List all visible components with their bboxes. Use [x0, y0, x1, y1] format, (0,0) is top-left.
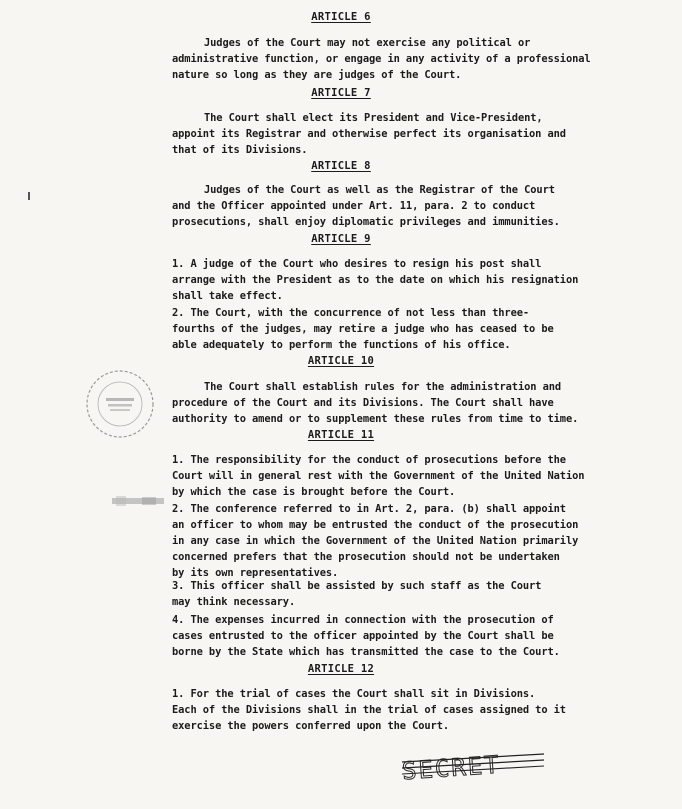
article-9-paragraph-2 — [172, 305, 592, 353]
text-line: by its own representatives. — [172, 567, 339, 579]
text-line: by which the case is brought before the Court. — [172, 486, 456, 498]
text-line: able adequately to perform the functions of his office. — [172, 339, 511, 351]
smudge-mark — [112, 496, 164, 506]
text-line: Each of the Divisions shall in the trial of cases assigned to it — [172, 704, 566, 716]
text-line: concerned prefers that the prosecution should not be undertaken — [172, 551, 560, 563]
text-line: prosecutions, shall enjoy diplomatic privileges and immunities. — [172, 216, 560, 228]
text-line: shall take effect. — [172, 290, 283, 302]
text-line: 1. The responsibility for the conduct of prosecutions before the — [172, 454, 566, 466]
text-line: exercise the powers conferred upon the Court. — [172, 720, 450, 732]
text-line: arrange with the President as to the date on which his resignation — [172, 274, 579, 286]
strike-through-lines — [398, 744, 548, 784]
article-7-heading: ARTICLE 7 — [311, 87, 371, 99]
article-6-paragraph — [172, 35, 592, 83]
text-line: 1. A judge of the Court who desires to resign his post shall — [172, 258, 542, 270]
archive-stamp-icon — [84, 368, 156, 440]
text-line: administrative function, or engage in any activity of a professional — [172, 53, 591, 65]
text-line: cases entrusted to the officer appointed by the Court shall be — [172, 630, 554, 642]
text-line: The Court shall establish rules for the administration and — [204, 381, 562, 393]
text-line: may think necessary. — [172, 596, 296, 608]
article-11-paragraph-2 — [172, 501, 592, 581]
text-line: and the Officer appointed under Art. 11, para. 2 to conduct — [172, 200, 536, 212]
text-line: that of its Divisions. — [172, 144, 308, 156]
text-line: an officer to whom may be entrusted the conduct of the prosecution — [172, 519, 579, 531]
text-line: Court will in general rest with the Government of the United Nation — [172, 470, 585, 482]
article-11-paragraph-1 — [172, 452, 592, 500]
text-line: 3. This officer shall be assisted by such staff as the Court — [172, 580, 542, 592]
article-12-heading: ARTICLE 12 — [307, 663, 375, 675]
text-line: 2. The conference referred to in Art. 2, para. (b) shall appoint — [172, 503, 566, 515]
article-10-heading: ARTICLE 10 — [307, 355, 375, 367]
article-11-heading: ARTICLE 11 — [307, 429, 375, 441]
article-9-paragraph-1 — [172, 256, 592, 304]
text-line: procedure of the Court and its Divisions. The Court shall have — [172, 397, 554, 409]
text-line: Judges of the Court as well as the Registrar of the Court — [204, 184, 555, 196]
text-line: appoint its Registrar and otherwise perfect its organisation and — [172, 128, 566, 140]
text-line: 2. The Court, with the concurrence of not less than three- — [172, 307, 530, 319]
article-7-paragraph — [172, 110, 592, 158]
text-line: borne by the State which has transmitted the case to the Court. — [172, 646, 560, 658]
text-line: fourths of the judges, may retire a judge who has ceased to be — [172, 323, 554, 335]
text-line: The Court shall elect its President and Vice-President, — [204, 112, 543, 124]
article-6-heading: ARTICLE 6 — [311, 11, 371, 23]
secret-stamp: SECRET — [401, 750, 502, 786]
article-10-paragraph — [172, 379, 592, 427]
text-line: 4. The expenses incurred in connection with the prosecution of — [172, 614, 554, 626]
article-9-heading: ARTICLE 9 — [311, 233, 371, 245]
margin-mark — [28, 192, 30, 200]
article-8-paragraph — [172, 182, 592, 230]
article-8-heading: ARTICLE 8 — [311, 160, 371, 172]
article-11-paragraph-3 — [172, 578, 592, 610]
text-line: 1. For the trial of cases the Court shall sit in Divisions. — [172, 688, 536, 700]
article-12-paragraph-1 — [172, 686, 592, 734]
text-line: Judges of the Court may not exercise any political or — [204, 37, 531, 49]
article-11-paragraph-4 — [172, 612, 592, 660]
text-line: in any case in which the Government of the United Nation primarily — [172, 535, 579, 547]
text-line: authority to amend or to supplement these rules from time to time. — [172, 413, 579, 425]
text-line: nature so long as they are judges of the Court. — [172, 69, 462, 81]
